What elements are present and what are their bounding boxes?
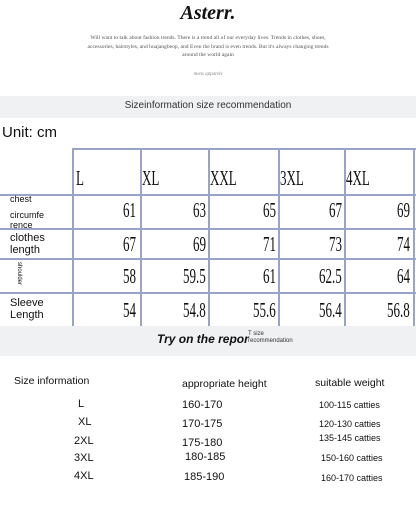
table-cell: 56.8 <box>387 298 410 322</box>
ref-weight: 150-160 catties <box>321 453 383 463</box>
ref-height: 175-180 <box>182 437 223 449</box>
table-cell: 67 <box>122 232 136 256</box>
table-cell: 62.5 <box>319 264 342 288</box>
try-on-subtitle <box>248 331 293 345</box>
table-cell: 59.5 <box>183 264 206 288</box>
brand-header <box>0 0 416 96</box>
row-label-clothes-length: clothes length <box>10 232 45 256</box>
table-cell: 61 <box>262 264 276 288</box>
try-on-subtitle-line: T size <box>248 331 264 337</box>
ref-size: L <box>78 398 85 410</box>
table-cell: 67 <box>328 198 342 222</box>
ref-weight: 160-170 catties <box>321 473 383 483</box>
try-on-subtitle-line: recommendation <box>248 338 293 344</box>
table-cell: 55.6 <box>253 298 276 322</box>
table-cell: 56.4 <box>319 298 342 322</box>
table-col-border <box>413 148 415 326</box>
size-header: XXL <box>210 166 237 190</box>
table-cell: 69 <box>192 232 206 256</box>
ref-header-height: appropriate height <box>182 378 267 390</box>
ref-size: 2XL <box>74 435 94 447</box>
table-cell: 61 <box>122 198 136 222</box>
row-label-circumference: circumfe rence <box>10 210 45 230</box>
ref-header-weight: suitable weight <box>315 377 385 389</box>
section-band <box>0 96 416 118</box>
ref-size: 4XL <box>74 470 94 482</box>
ref-size: 3XL <box>74 452 94 464</box>
ref-header-size: Size information <box>14 375 90 387</box>
try-on-band <box>0 326 416 356</box>
size-header: L <box>76 166 84 190</box>
table-cell: 58 <box>122 264 136 288</box>
ref-height: 160-170 <box>182 399 223 411</box>
table-cell: 54 <box>122 298 136 322</box>
table-cell: 65 <box>262 198 276 222</box>
table-cell: 64 <box>396 264 410 288</box>
table-cell: 54.8 <box>183 298 206 322</box>
brand-subtitle: mens apparels <box>193 72 223 77</box>
row-label-sleeve-length: Sleeve Length <box>10 297 44 321</box>
brand-logo: Asterr. <box>180 2 236 24</box>
size-header: 3XL <box>280 166 304 190</box>
brand-tagline: Will want to talk about fashion trends. There is a trend all of our everyday lives. Trends in clothes, shoes, accessories, hairstyles, and huajangbeop, and Even the brand is even trends. But it's always changing trends around the world again <box>87 35 329 58</box>
section-title: Sizeinformation size recommendation <box>124 100 292 111</box>
table-top-border <box>72 148 416 150</box>
ref-height: 185-190 <box>184 471 225 483</box>
table-cell: 74 <box>396 232 410 256</box>
row-label-chest: chest <box>10 194 32 204</box>
ref-weight: 135-145 catties <box>319 433 381 443</box>
table-col-border <box>72 148 74 326</box>
row-label-shoulder: shoulder <box>16 262 22 286</box>
unit-label: Unit: cm <box>2 124 58 141</box>
table-cell: 71 <box>262 232 276 256</box>
size-header: 4XL <box>346 166 370 190</box>
table-cell: 63 <box>192 198 206 222</box>
try-on-title: Try on the repor <box>157 332 249 346</box>
ref-size: XL <box>78 416 92 428</box>
ref-weight: 120-130 catties <box>319 419 381 429</box>
table-cell: 73 <box>328 232 342 256</box>
size-header: XL <box>142 166 160 190</box>
table-cell: 69 <box>396 198 410 222</box>
ref-height: 180-185 <box>185 451 226 463</box>
ref-weight: 100-115 catties <box>319 400 380 410</box>
ref-height: 170-175 <box>182 418 223 430</box>
